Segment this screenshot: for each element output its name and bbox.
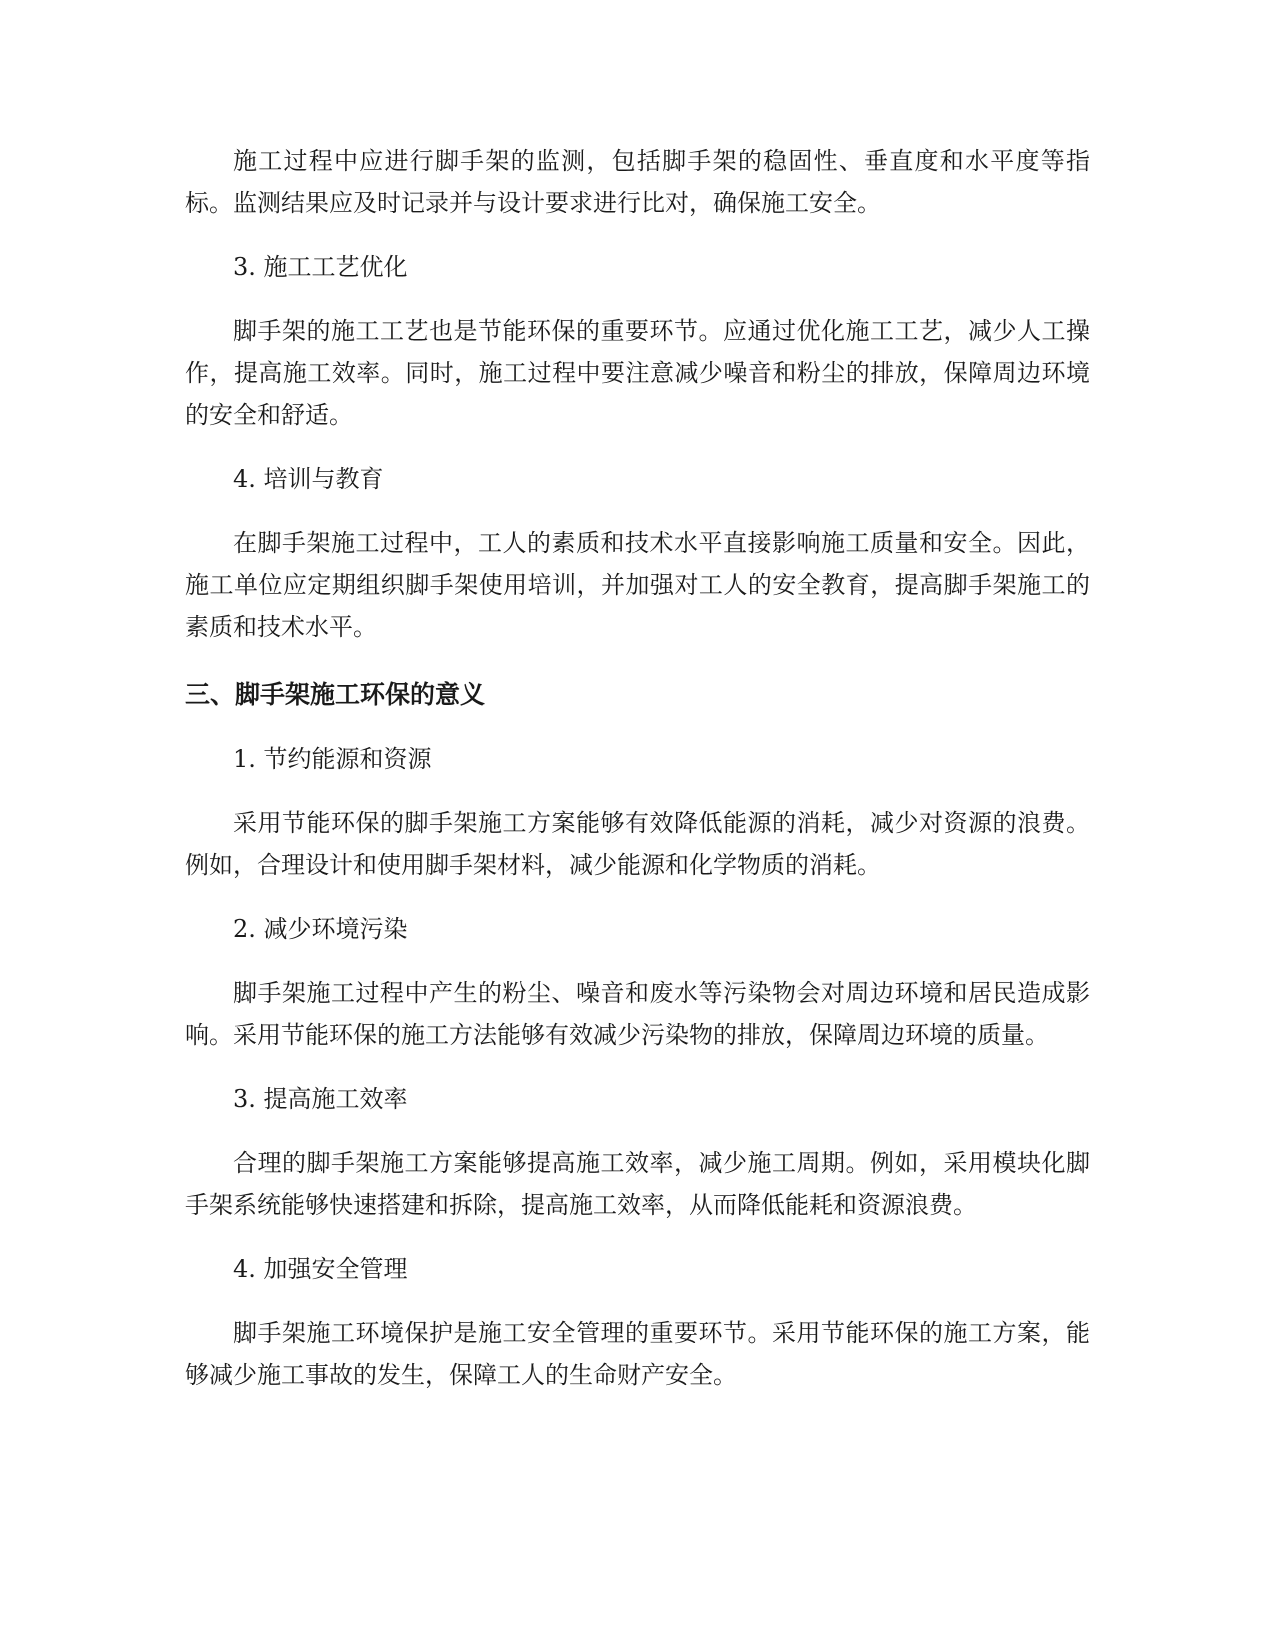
paragraph-process-optimization: 脚手架的施工工艺也是节能环保的重要环节。应通过优化施工工艺，减少人工操作，提高施工效率。同时，施工过程中要注意减少噪音和粉尘的排放，保障周边环境的安全和舒适。 <box>185 317 1090 429</box>
paragraph-safety-management: 脚手架施工环境保护是施工安全管理的重要环节。采用节能环保的施工方案，能够减少施工事故的发生，保障工人的生命财产安全。 <box>185 1319 1090 1389</box>
paragraph-improve-efficiency: 合理的脚手架施工方案能够提高施工效率，减少施工周期。例如，采用模块化脚手架系统能够快速搭建和拆除，提高施工效率，从而降低能耗和资源浪费。 <box>185 1149 1090 1219</box>
paragraph-reduce-pollution: 脚手架施工过程中产生的粉尘、噪音和废水等污染物会对周边环境和居民造成影响。采用节能环保的施工方法能够有效减少污染物的排放，保障周边环境的质量。 <box>185 979 1090 1049</box>
subheading-safety-management: 4. 加强安全管理 <box>233 1255 408 1283</box>
subheading-process-optimization: 3. 施工工艺优化 <box>233 253 408 281</box>
subheading-improve-efficiency: 3. 提高施工效率 <box>233 1085 408 1113</box>
paragraph-training: 在脚手架施工过程中，工人的素质和技术水平直接影响施工质量和安全。因此，施工单位应定期组织脚手架使用培训，并加强对工人的安全教育，提高脚手架施工的素质和技术水平。 <box>185 529 1090 641</box>
subheading-training: 4. 培训与教育 <box>233 465 384 493</box>
subheading-save-energy: 1. 节约能源和资源 <box>233 745 432 773</box>
section-heading-significance: 三、脚手架施工环保的意义 <box>185 680 486 709</box>
paragraph-save-energy: 采用节能环保的脚手架施工方案能够有效降低能源的消耗，减少对资源的浪费。例如，合理设计和使用脚手架材料，减少能源和化学物质的消耗。 <box>185 809 1090 879</box>
subheading-reduce-pollution: 2. 减少环境污染 <box>233 915 408 943</box>
document-body <box>185 140 1090 1418</box>
paragraph-monitoring: 施工过程中应进行脚手架的监测，包括脚手架的稳固性、垂直度和水平度等指标。监测结果应及时记录并与设计要求进行比对，确保施工安全。 <box>185 147 1090 217</box>
